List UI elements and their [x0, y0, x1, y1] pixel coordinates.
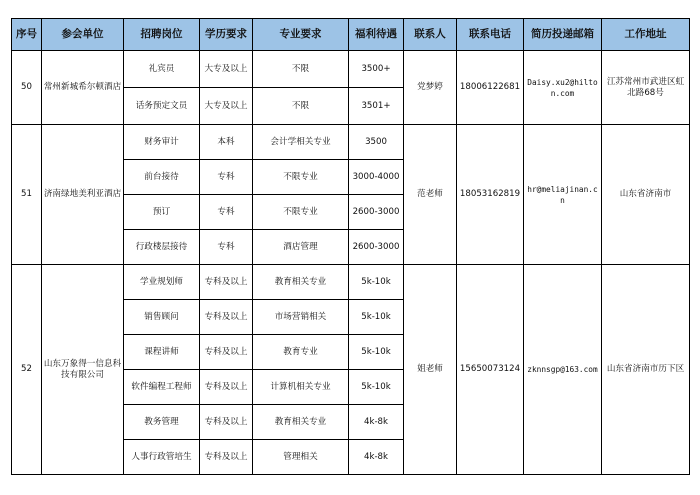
salary: 4k-8k [349, 405, 404, 440]
contact-person: 党梦婷 [404, 51, 457, 125]
position: 预订 [124, 195, 200, 230]
position: 教务管理 [124, 405, 200, 440]
salary: 2600-3000 [349, 230, 404, 265]
row-no: 50 [12, 51, 42, 125]
major: 计算机相关专业 [253, 370, 349, 405]
header-contact: 联系人 [404, 19, 457, 51]
salary: 3501+ [349, 88, 404, 125]
education: 专科及以上 [200, 335, 253, 370]
contact-phone: 18053162819 [457, 125, 524, 265]
education: 专科 [200, 230, 253, 265]
position: 前台接待 [124, 160, 200, 195]
job-fair-table [11, 18, 690, 475]
salary: 3500 [349, 125, 404, 160]
resume-email: hr@meliajinan.cn [524, 125, 602, 265]
table-row [12, 265, 690, 300]
salary: 2600-3000 [349, 195, 404, 230]
header-major: 专业要求 [253, 19, 349, 51]
contact-person: 姐老师 [404, 265, 457, 475]
position: 课程讲师 [124, 335, 200, 370]
major: 教育相关专业 [253, 405, 349, 440]
education: 大专及以上 [200, 51, 253, 88]
education: 专科及以上 [200, 265, 253, 300]
resume-email: Daisy.xu2@hilton.com [524, 51, 602, 125]
education: 本科 [200, 125, 253, 160]
salary: 3000-4000 [349, 160, 404, 195]
company-name: 山东万象得一信息科技有限公司 [42, 265, 124, 475]
header-education: 学历要求 [200, 19, 253, 51]
header-row [12, 19, 690, 51]
header-company: 参会单位 [42, 19, 124, 51]
position: 学业规划师 [124, 265, 200, 300]
position: 销售顾问 [124, 300, 200, 335]
salary: 3500+ [349, 51, 404, 88]
table-row [12, 125, 690, 160]
salary: 5k-10k [349, 300, 404, 335]
header-position: 招聘岗位 [124, 19, 200, 51]
major: 市场营销相关 [253, 300, 349, 335]
header-address: 工作地址 [602, 19, 690, 51]
contact-person: 范老师 [404, 125, 457, 265]
major: 会计学相关专业 [253, 125, 349, 160]
resume-email: zknnsgp@163.com [524, 265, 602, 475]
major: 教育专业 [253, 335, 349, 370]
position: 礼宾员 [124, 51, 200, 88]
education: 专科及以上 [200, 300, 253, 335]
position: 人事行政管培生 [124, 440, 200, 475]
row-no: 51 [12, 125, 42, 265]
company-name: 济南绿地美利亚酒店 [42, 125, 124, 265]
major: 管理相关 [253, 440, 349, 475]
salary: 5k-10k [349, 370, 404, 405]
company-name: 常州新城希尔顿酒店 [42, 51, 124, 125]
education: 专科及以上 [200, 440, 253, 475]
work-address: 山东省济南市历下区 [602, 265, 690, 475]
education: 专科及以上 [200, 405, 253, 440]
major: 不限 [253, 51, 349, 88]
salary: 4k-8k [349, 440, 404, 475]
position: 财务审计 [124, 125, 200, 160]
work-address: 山东省济南市 [602, 125, 690, 265]
education: 专科 [200, 160, 253, 195]
salary: 5k-10k [349, 335, 404, 370]
header-phone: 联系电话 [457, 19, 524, 51]
position: 话务预定文员 [124, 88, 200, 125]
major: 酒店管理 [253, 230, 349, 265]
salary: 5k-10k [349, 265, 404, 300]
position: 软件编程工程师 [124, 370, 200, 405]
education: 大专及以上 [200, 88, 253, 125]
header-no: 序号 [12, 19, 42, 51]
header-salary: 福利待遇 [349, 19, 404, 51]
major: 不限 [253, 88, 349, 125]
education: 专科及以上 [200, 370, 253, 405]
table-row [12, 51, 690, 88]
work-address: 江苏常州市武进区虹北路68号 [602, 51, 690, 125]
contact-phone: 18006122681 [457, 51, 524, 125]
education: 专科 [200, 195, 253, 230]
position: 行政楼层接待 [124, 230, 200, 265]
row-no: 52 [12, 265, 42, 475]
major: 教育相关专业 [253, 265, 349, 300]
major: 不限专业 [253, 195, 349, 230]
major: 不限专业 [253, 160, 349, 195]
contact-phone: 15650073124 [457, 265, 524, 475]
header-email: 简历投递邮箱 [524, 19, 602, 51]
